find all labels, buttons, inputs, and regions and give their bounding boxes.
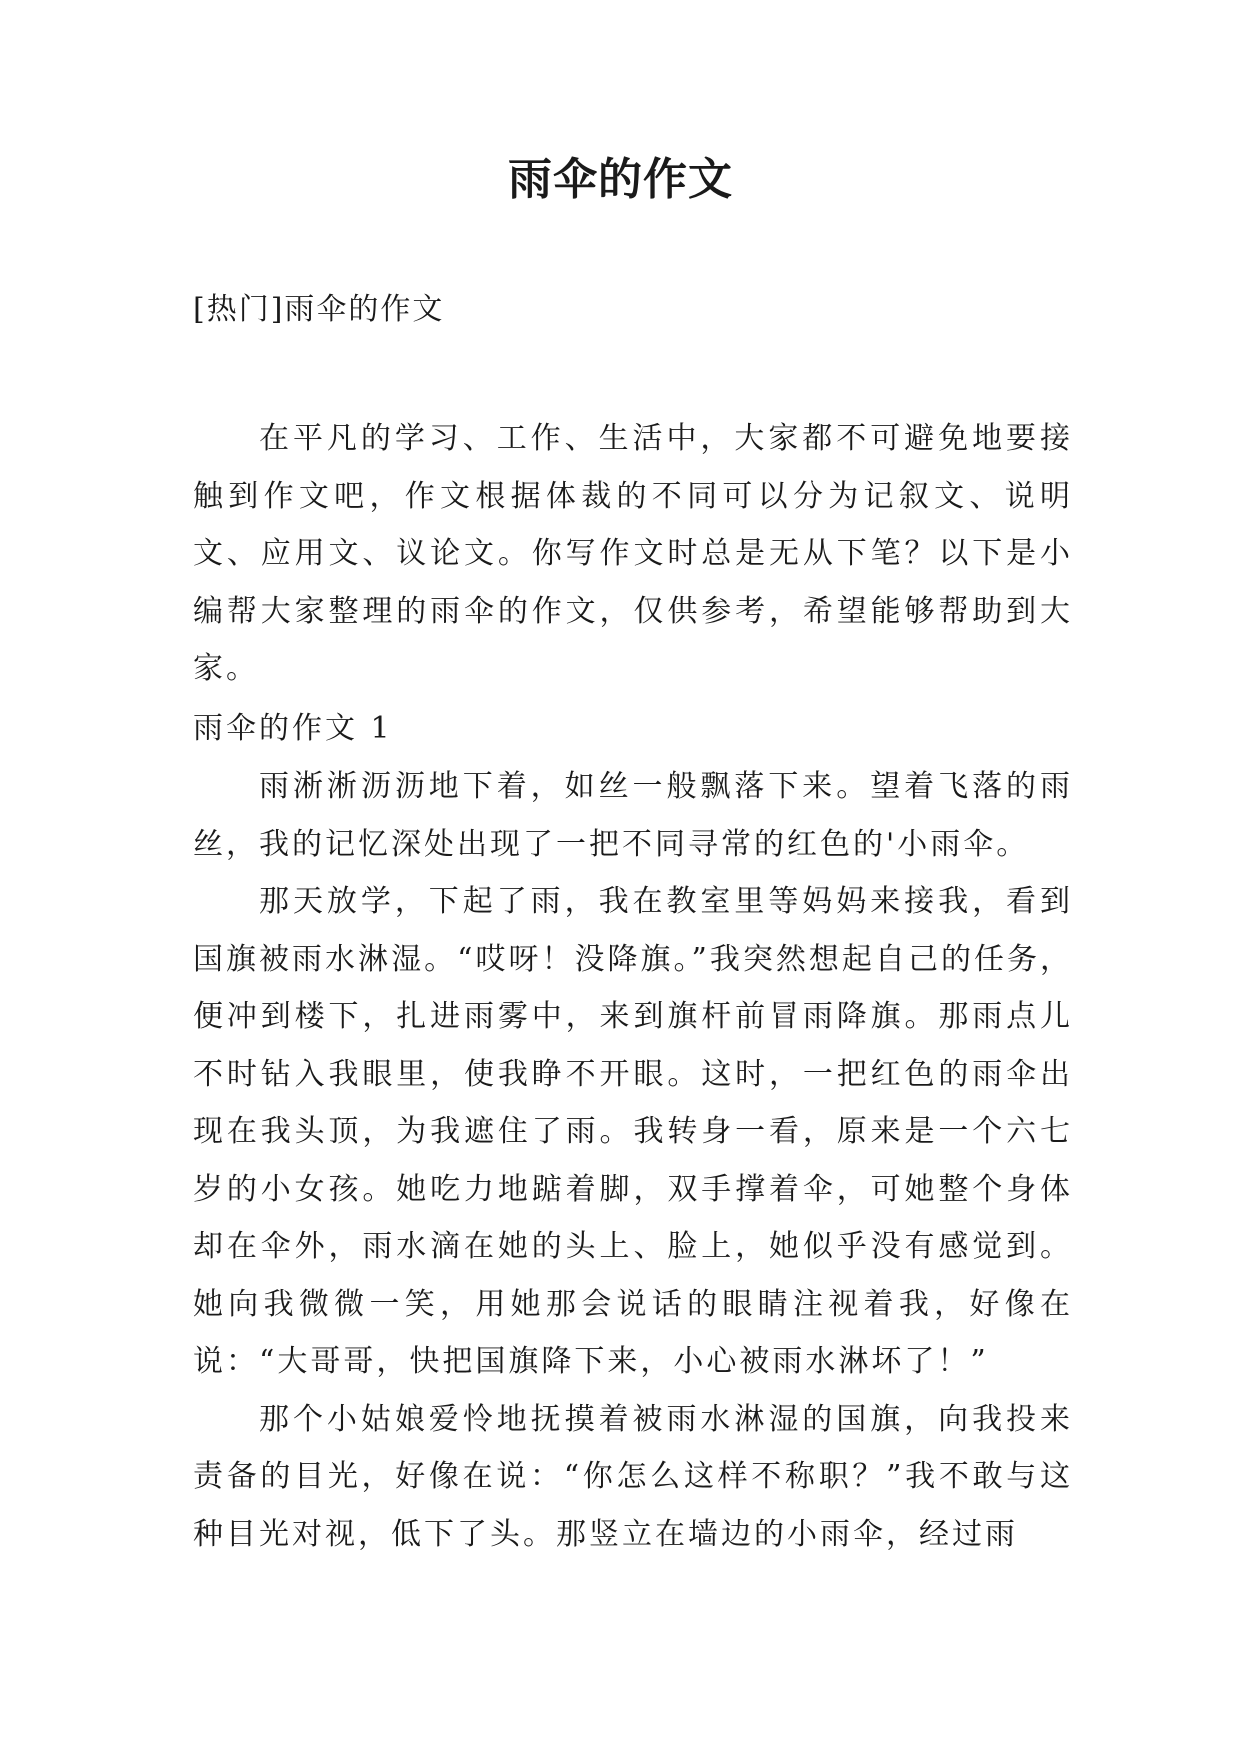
intro-paragraph: 在平凡的学习、工作、生活中，大家都不可避免地要接触到作文吧，作文根据体裁的不同可以分为记叙文、说明文、应用文、议论文。你写作文时总是无从下笔？以下是小编帮大家整理的雨伞的作文，仅供参考，希望能够帮助到大家。 [193, 421, 1073, 686]
document-title: 雨伞的作文 [508, 154, 733, 205]
intro-block [193, 410, 1073, 698]
essay-paragraph-1: 雨淅淅沥沥地下着，如丝一般飘落下来。望着飞落的雨丝，我的记忆深处出现了一把不同寻常的红色的'小雨伞。 [193, 769, 1073, 862]
essay-body [193, 758, 1073, 1563]
document-subtitle: [热门]雨伞的作文 [193, 292, 445, 327]
essay-paragraph-2: 那天放学，下起了雨，我在教室里等妈妈来接我，看到国旗被雨水淋湿。“哎呀！没降旗。”我突然想起自己的任务，便冲到楼下，扎进雨雾中，来到旗杆前冒雨降旗。那雨点儿不时钻入我眼里，使我睁不开眼。这时，一把红色的雨伞出现在我头顶，为我遮住了雨。我转身一看，原来是一个六七岁的小女孩。她吃力地踮着脚，双手撑着伞，可她整个身体却在伞外，雨水滴在她的头上、脸上，她似乎没有感觉到。她向我微微一笑，用她那会说话的眼睛注视着我，好像在说：“大哥哥，快把国旗降下来，小心被雨水淋坏了！” [193, 884, 1073, 1379]
section-heading: 雨伞的作文 1 [193, 711, 393, 746]
essay-paragraph-3: 那个小姑娘爱怜地抚摸着被雨水淋湿的国旗，向我投来责备的目光，好像在说：“你怎么这样不称职？”我不敢与这种目光对视，低下了头。那竖立在墙边的小雨伞，经过雨 [193, 1401, 1073, 1552]
